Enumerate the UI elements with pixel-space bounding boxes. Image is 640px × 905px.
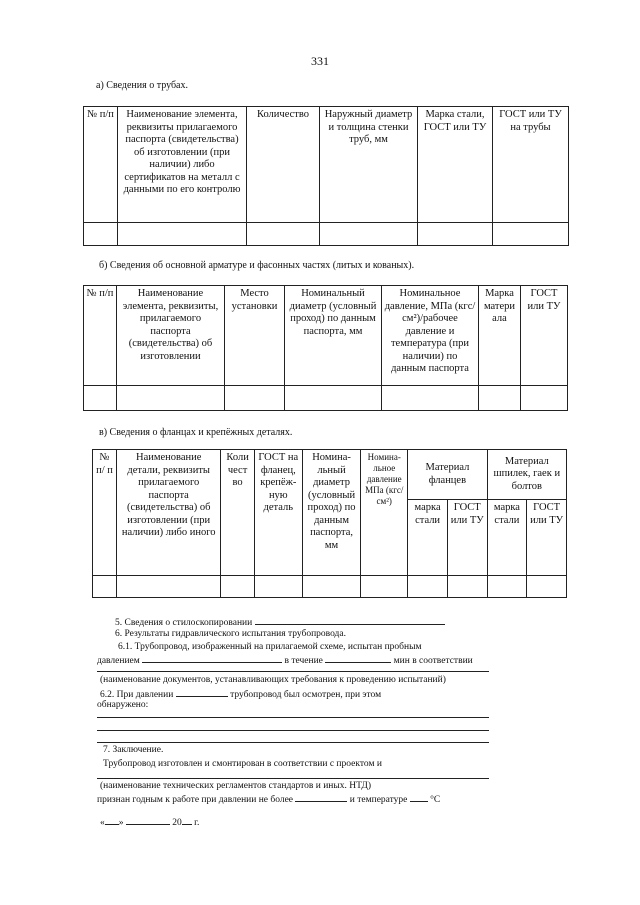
- duration-field[interactable]: [325, 653, 391, 663]
- empty-cell[interactable]: [84, 223, 118, 246]
- subheader-cell: марка стали: [408, 500, 448, 576]
- header-cell: Марка стали, ГОСТ или ТУ: [418, 107, 493, 223]
- date-year: 20: [172, 818, 182, 828]
- found-rule[interactable]: [97, 717, 489, 718]
- found-rule[interactable]: [97, 742, 489, 743]
- empty-cell[interactable]: [527, 576, 567, 598]
- item7-heading: 7. Заключение.: [103, 745, 164, 755]
- header-cell: ГОСТ на фланец, крепёж-ную деталь: [254, 450, 302, 576]
- header-cell: № п/п: [84, 107, 118, 223]
- docs-note: (наименование документов, устанавливающих требования к проведению испытаний): [100, 675, 446, 685]
- empty-cell[interactable]: [320, 223, 418, 246]
- header-cell: Коли чест во: [221, 450, 254, 576]
- empty-cell[interactable]: [302, 576, 360, 598]
- duration-label: в течение: [284, 656, 323, 666]
- date-end: г.: [194, 818, 200, 828]
- found-rule[interactable]: [97, 730, 489, 731]
- inspection-pressure-field[interactable]: [176, 687, 228, 697]
- header-cell: ГОСТ или ТУ на трубы: [493, 107, 569, 223]
- section-a-caption: а) Сведения о трубах.: [96, 80, 188, 91]
- header-cell: Номина-льное давление МПа (кгс/см²): [361, 450, 408, 576]
- item61-pressure-line: [97, 653, 473, 667]
- ntd-rule[interactable]: [97, 778, 489, 779]
- empty-cell[interactable]: [382, 386, 479, 411]
- accordance-label: мин в соответствии: [393, 656, 473, 666]
- empty-cell[interactable]: [254, 576, 302, 598]
- table-header-row: [93, 450, 567, 500]
- header-cell: Номинальное давление, МПа (кгс/см²)/рабочее давление и температура (при наличии) по данным паспорта: [382, 286, 479, 386]
- item62-tail: трубопровод был осмотрен, при этом: [230, 690, 382, 700]
- ntd-note: (наименование технических регламентов стандартов и иных. НТД): [100, 781, 371, 791]
- section-c-caption: в) Сведения о фланцах и крепёжных деталях.: [99, 427, 293, 438]
- table-row: [84, 223, 569, 246]
- stylo-field[interactable]: [255, 615, 445, 625]
- header-cell: Наименование детали, реквизиты прилагаемого паспорта (свидетельства) об изготовлении (при наличии) либо иного: [117, 450, 221, 576]
- date-open: «: [100, 818, 105, 828]
- year-field[interactable]: [182, 815, 192, 825]
- day-field[interactable]: [105, 815, 119, 825]
- subheader-cell: марка стали: [487, 500, 527, 576]
- header-cell: Наименование элемента, реквизиты, прилагаемого паспорта (свидетельства) об изготовлении: [117, 286, 225, 386]
- fit-pressure-label: признан годным к работе при давлении не более: [97, 795, 294, 805]
- table-header-row: [84, 107, 569, 223]
- empty-cell[interactable]: [221, 576, 254, 598]
- page-number: 331: [311, 54, 329, 68]
- empty-cell[interactable]: [487, 576, 527, 598]
- item5-line: [115, 615, 445, 629]
- fittings-table: [83, 285, 568, 411]
- header-cell: № п/ п: [93, 450, 117, 576]
- empty-cell[interactable]: [247, 223, 320, 246]
- empty-cell[interactable]: [117, 576, 221, 598]
- docs-rule[interactable]: [97, 671, 489, 672]
- item6-heading: 6. Результаты гидравлического испытания трубопровода.: [115, 629, 346, 639]
- table-header-row: [84, 286, 568, 386]
- empty-cell[interactable]: [447, 576, 487, 598]
- temp-unit: °С: [430, 795, 441, 805]
- header-cell: Марка матери ала: [479, 286, 521, 386]
- empty-cell[interactable]: [285, 386, 382, 411]
- date-mid: »: [118, 818, 124, 828]
- item5-label: 5. Сведения о стилоскопировании: [115, 618, 253, 628]
- header-cell: Наружный диаметр и толщина стенки труб, мм: [320, 107, 418, 223]
- header-cell: Номинальный диаметр (условный проход) по данным паспорта, мм: [285, 286, 382, 386]
- section-b-caption: б) Сведения об основной арматуре и фасонных частях (литых и кованых).: [99, 260, 415, 271]
- item61-line: 6.1. Трубопровод, изображенный на прилагаемой схеме, испытан пробным: [118, 642, 422, 652]
- item62-label: 6.2. При давлении: [100, 690, 174, 700]
- empty-cell[interactable]: [408, 576, 448, 598]
- month-field[interactable]: [126, 815, 170, 825]
- max-pressure-field[interactable]: [295, 792, 347, 802]
- date-line: [100, 815, 199, 829]
- table-row: [84, 386, 568, 411]
- fit-temp-label: и температуре: [349, 795, 408, 805]
- pressure-label: давлением: [97, 656, 140, 666]
- empty-cell[interactable]: [479, 386, 521, 411]
- header-cell: Номина-льный диаметр (условный проход) по данным паспорта, мм: [302, 450, 360, 576]
- found-label: обнаружено:: [97, 700, 149, 710]
- empty-cell[interactable]: [361, 576, 408, 598]
- header-cell: Место установки: [225, 286, 285, 386]
- subheader-cell: ГОСТ или ТУ: [527, 500, 567, 576]
- pipes-table: [83, 106, 569, 246]
- empty-cell[interactable]: [93, 576, 117, 598]
- empty-cell[interactable]: [418, 223, 493, 246]
- header-cell: № п/п: [84, 286, 117, 386]
- fit-line: [97, 792, 440, 806]
- flanges-table: [92, 449, 567, 598]
- subheader-cell: ГОСТ или ТУ: [447, 500, 487, 576]
- header-cell: Материал шпилек, гаек и болтов: [487, 450, 566, 500]
- test-pressure-field[interactable]: [142, 653, 282, 663]
- empty-cell[interactable]: [117, 386, 225, 411]
- empty-cell[interactable]: [521, 386, 568, 411]
- empty-cell[interactable]: [84, 386, 117, 411]
- empty-cell[interactable]: [493, 223, 569, 246]
- header-cell: Материал фланцев: [408, 450, 487, 500]
- empty-cell[interactable]: [225, 386, 285, 411]
- temperature-field[interactable]: [410, 792, 428, 802]
- empty-cell[interactable]: [118, 223, 247, 246]
- header-cell: Количество: [247, 107, 320, 223]
- header-cell: Наименование элемента, реквизиты прилагаемого паспорта (свидетельства) об изготовлении (при наличии) либо сертификатов на металл с данными по его контролю: [118, 107, 247, 223]
- header-cell: ГОСТ или ТУ: [521, 286, 568, 386]
- conclusion-line: Трубопровод изготовлен и смонтирован в соответствии с проектом и: [103, 759, 382, 769]
- table-row: [93, 576, 567, 598]
